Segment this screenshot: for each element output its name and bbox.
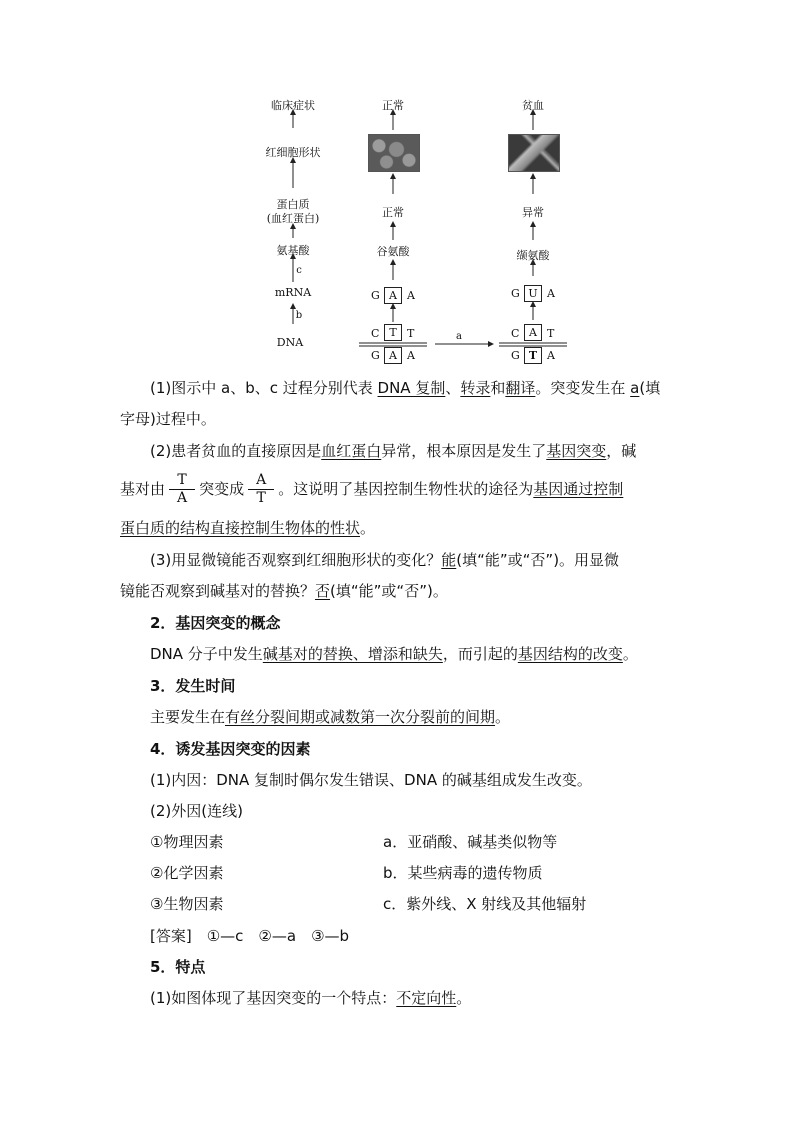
answer-label: [答案] (150, 927, 192, 945)
section2-title: 2．基因突变的概念 (150, 614, 281, 632)
sickle-rbc-image (508, 134, 560, 172)
fraction-a-over-t: $\frac{A}{T}$ (248, 472, 274, 507)
sickle-cell-diagram (255, 92, 575, 364)
internal-cause: (1)内因：DNA 复制时偶尔发生错误、DNA 的碱基组成发生改变。 (150, 771, 592, 789)
fraction-t-over-a: $\frac{T}{A}$ (169, 472, 195, 507)
label-rbc-shape: 红细胞形状 (265, 146, 321, 159)
mutant-dna-top-3: T (547, 327, 555, 340)
label-c: c (296, 265, 302, 276)
factor-left-3: ③生物因素 (150, 895, 224, 913)
mutant-dna-bot-3: A (547, 349, 555, 362)
mutant-mrna-3: A (547, 287, 555, 300)
mutant-dna-top-1: C (511, 327, 520, 340)
q1-line2: 字母)过程中。 (120, 410, 216, 428)
factor-right-c: c．紫外线、X 射线及其他辐射 (383, 895, 587, 913)
normal-dna-top-2: T (384, 324, 402, 341)
normal-mrna-2: A (384, 287, 402, 304)
mutant-amino: 缬氨酸 (516, 249, 550, 262)
section3-title: 3．发生时间 (150, 677, 236, 695)
q3-line1: (3)用显微镜能否观察到红细胞形状的变化？能(填“能”或“否”)。用显微 (150, 551, 620, 569)
mutant-dna-bot-2: T (524, 347, 542, 364)
label-protein: 蛋白质 (276, 198, 310, 211)
label-amino-acid: 氨基酸 (276, 244, 310, 257)
factor-right-b: b．某些病毒的遗传物质 (383, 864, 543, 882)
factor-left-2: ②化学因素 (150, 864, 224, 882)
normal-dna-top-3: T (407, 327, 415, 340)
external-cause: (2)外因(连线) (150, 802, 243, 820)
section3-body: 主要发生在有丝分裂间期或减数第一次分裂前的间期。 (150, 708, 511, 726)
q2-line1: (2)患者贫血的直接原因是血红蛋白异常，根本原因是发生了基因突变，碱 (150, 442, 637, 460)
normal-amino: 谷氨酸 (376, 245, 410, 258)
normal-mrna-1: G (371, 289, 380, 302)
section5-title: 5．特点 (150, 958, 206, 976)
mutant-mrna-2: U (524, 285, 542, 302)
mutant-symptom: 贫血 (522, 99, 544, 112)
label-a: a (456, 331, 462, 342)
factor-left-1: ①物理因素 (150, 833, 224, 851)
section4-title: 4．诱发基因突变的因素 (150, 740, 311, 758)
answer-line (150, 926, 349, 946)
q1-line1: (1)图示中 a、b、c 过程分别代表 DNA 复制、转录和翻译。突变发生在 a(填 (150, 379, 661, 397)
answer-value: ①—c ②—a ③—b (206, 927, 350, 945)
factor-right-a: a．亚硝酸、碱基类似物等 (383, 833, 558, 851)
mutant-mrna-1: G (511, 287, 520, 300)
section5-body: (1)如图体现了基因突变的一个特点：不定向性。 (150, 989, 472, 1007)
normal-dna-bot-2: A (384, 347, 402, 364)
normal-dna-bot-1: G (371, 349, 380, 362)
normal-symptom: 正常 (382, 99, 404, 112)
normal-rbc-image (368, 134, 420, 172)
q2-line2: 基对由 $\frac{T}{A}$ 突变成 $\frac{A}{T}$ 。这说明了基因控制生物性状的途径为基因通过控制 (120, 472, 624, 506)
label-clinical: 临床症状 (271, 99, 315, 112)
q2-line3: 蛋白质的结构直接控制生物体的性状。 (120, 519, 376, 537)
normal-mrna-3: A (407, 289, 415, 302)
normal-protein: 正常 (382, 206, 404, 219)
label-mrna: mRNA (274, 286, 312, 299)
label-dna: DNA (276, 336, 304, 349)
mutant-dna-bot-1: G (511, 349, 520, 362)
label-hemoglobin: (血红蛋白) (266, 212, 320, 225)
q3-line2: 镜能否观察到碱基对的替换？否(填“能”或“否”)。 (120, 582, 448, 600)
section2-body: DNA 分子中发生碱基对的替换、增添和缺失，而引起的基因结构的改变。 (150, 645, 638, 663)
mutant-protein: 异常 (522, 206, 544, 219)
normal-dna-top-1: C (371, 327, 380, 340)
normal-dna-bot-3: A (407, 349, 415, 362)
mutant-dna-top-2: A (524, 324, 542, 341)
label-b: b (295, 310, 303, 321)
